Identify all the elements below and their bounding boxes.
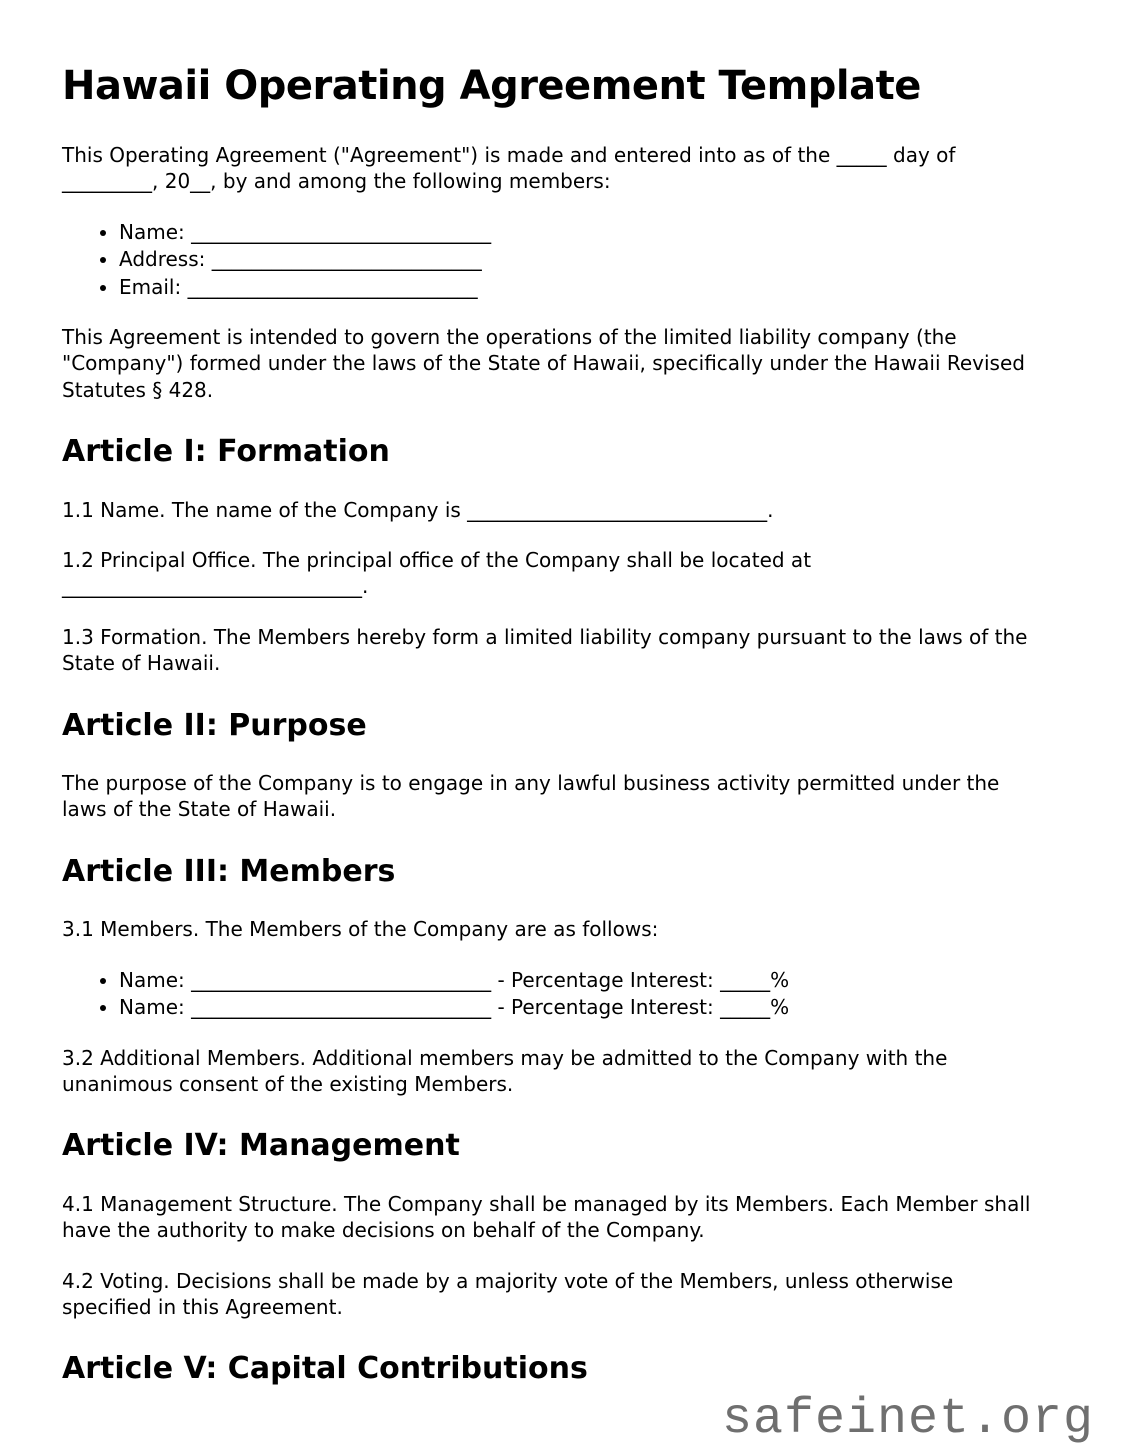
article-section-management: [62, 1127, 1047, 1320]
member-info-list: [62, 219, 1047, 300]
clause-1-2: 1.2 Principal Office. The principal office of the Company shall be located at ______________________________.: [62, 548, 812, 599]
document-content: [62, 62, 1047, 1388]
article-section-capital-contributions: [62, 1350, 1047, 1388]
member-info-item-name: • Name: ______________________________: [119, 219, 1047, 245]
clause-purpose: The purpose of the Company is to engage in any lawful business activity permitted under the laws of the State of Hawaii.: [62, 771, 1000, 822]
clause-1-1: 1.1 Name. The name of the Company is ______________________________.: [62, 497, 774, 522]
member-info-item-address: • Address: ___________________________: [119, 246, 1047, 272]
intro-paragraph: This Operating Agreement ("Agreement") is made and entered into as of the _____ day of _________, 20__, by and among the following members:: [62, 143, 956, 194]
member-list-item: • Name: ______________________________ - Percentage Interest: _____%: [119, 967, 1047, 993]
clause-1-3: 1.3 Formation. The Members hereby form a limited liability company pursuant to the laws of the State of Hawaii.: [62, 624, 1028, 676]
member-list-item: • Name: ______________________________ - Percentage Interest: _____%: [119, 994, 1047, 1020]
article-heading-purpose: Article II: Purpose: [62, 707, 367, 743]
members-list: [62, 967, 1047, 1021]
watermark: safeinet.org: [721, 1391, 1094, 1448]
article-heading-management: Article IV: Management: [62, 1128, 460, 1164]
article-section-members: [62, 853, 1047, 1097]
clause-4-1: 4.1 Management Structure. The Company shall be managed by its Members. Each Member shall have the authority to make decisions on behalf of the Company.: [62, 1191, 1031, 1243]
article-heading-capital-contributions: Article V: Capital Contributions: [62, 1351, 588, 1387]
governing-clause-paragraph: This Agreement is intended to govern the operations of the limited liability company (the "Company") formed under the laws of the State of Hawaii, specifically under the Hawaii Revised Statutes § 428.: [62, 324, 1025, 402]
member-info-item-email: • Email: _____________________________: [119, 274, 1047, 300]
document-title: Hawaii Operating Agreement Template: [62, 63, 921, 109]
article-heading-members: Article III: Members: [62, 853, 396, 889]
article-section-formation: [62, 433, 1047, 676]
clause-3-2: 3.2 Additional Members. Additional members may be admitted to the Company with the unanimous consent of the existing Members.: [62, 1045, 948, 1096]
clause-3-1: 3.1 Members. The Members of the Company are as follows:: [62, 917, 659, 942]
article-heading-formation: Article I: Formation: [62, 434, 390, 470]
article-section-purpose: [62, 707, 1047, 823]
clause-4-2: 4.2 Voting. Decisions shall be made by a majority vote of the Members, unless otherwise specified in this Agreement.: [62, 1268, 954, 1319]
